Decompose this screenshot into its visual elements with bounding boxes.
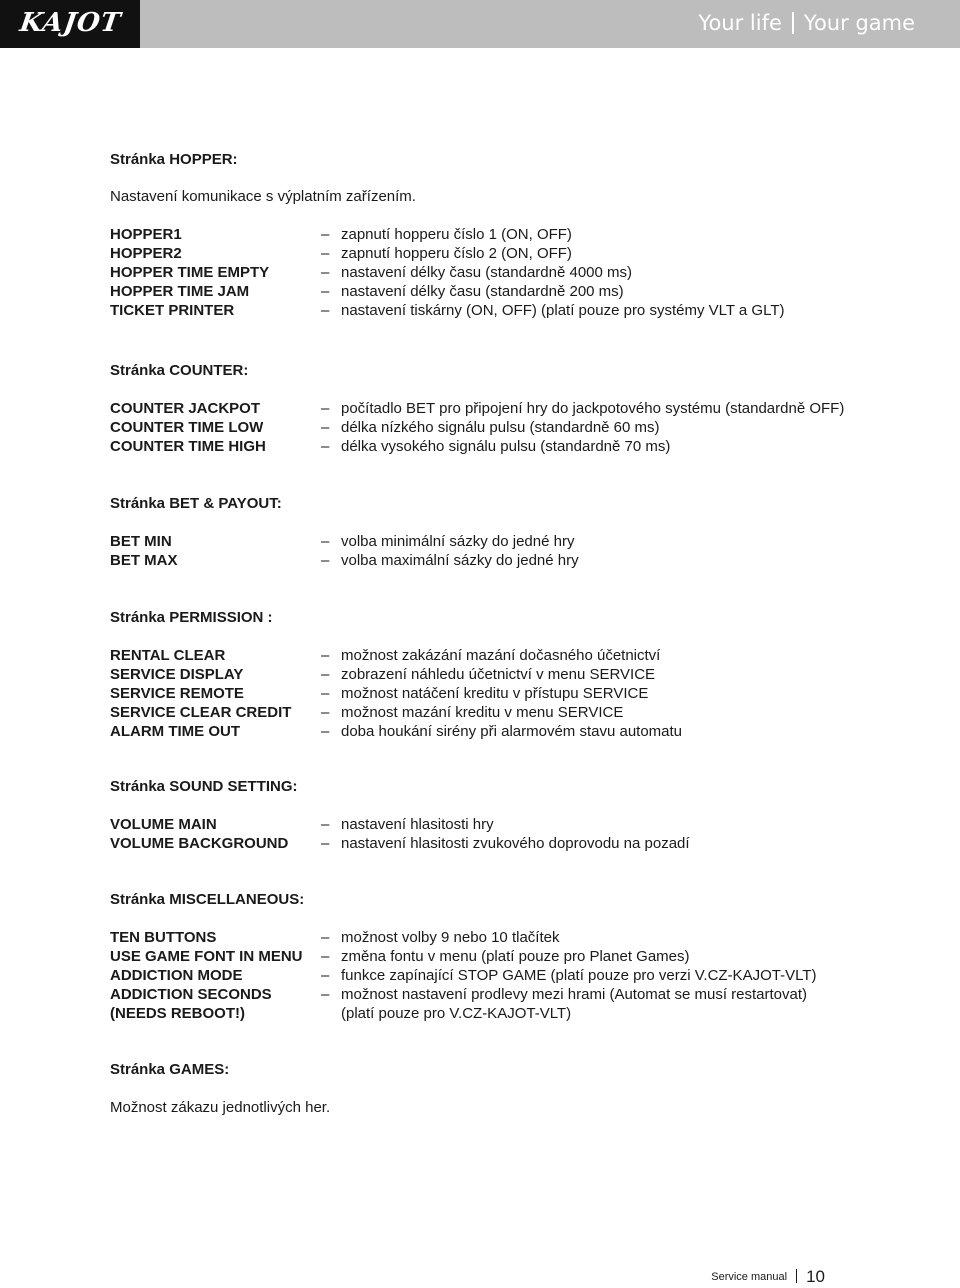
section-heading: Stránka BET & PAYOUT: [110,495,282,512]
setting-key: COUNTER JACKPOT [110,400,261,417]
dash: – [321,647,330,664]
brand-logo [0,0,140,48]
setting-description: volba maximální sázky do jedné hry [341,552,579,569]
settings-list [110,225,910,320]
setting-description: zapnutí hopperu číslo 2 (ON, OFF) [341,245,572,262]
setting-row [110,1004,910,1023]
setting-key: SERVICE DISPLAY [110,666,244,683]
dash: – [321,835,330,852]
section-intro: Nastavení komunikace s výplatním zařízením. [110,188,416,205]
setting-row [110,418,910,437]
setting-row [110,646,910,665]
dash: – [321,816,330,833]
setting-key: ADDICTION MODE [110,967,243,984]
setting-key: RENTAL CLEAR [110,647,226,664]
setting-description: (platí pouze pro V.CZ-KAJOT-VLT) [341,1005,572,1022]
setting-description: nastavení tiskárny (ON, OFF) (platí pouze pro systémy VLT a GLT) [341,302,785,319]
settings-list [110,399,910,456]
setting-row [110,703,910,722]
page-footer [711,1267,825,1287]
setting-key: VOLUME MAIN [110,816,217,833]
setting-row [110,225,910,244]
setting-row [110,947,910,966]
section-heading: Stránka HOPPER: [110,151,238,168]
setting-row [110,815,910,834]
tagline [698,11,915,35]
settings-list [110,646,910,741]
setting-description: doba houkání sirény při alarmovém stavu automatu [341,723,683,740]
setting-row [110,532,910,551]
setting-description: funkce zapínající STOP GAME (platí pouze pro verzi V.CZ-KAJOT-VLT) [341,967,817,984]
dash: – [321,533,330,550]
setting-description: počítadlo BET pro připojení hry do jackpotového systému (standardně OFF) [341,400,845,417]
setting-description: možnost mazání kreditu v menu SERVICE [341,704,624,721]
setting-description: možnost nastavení prodlevy mezi hrami (Automat se musí restartovat) [341,986,808,1003]
page-header [0,0,960,48]
section-heading: Stránka MISCELLANEOUS: [110,891,305,908]
dash: – [321,685,330,702]
section-miscellaneous [110,890,910,1023]
tagline-right: Your game [803,11,915,35]
setting-row [110,665,910,684]
setting-key: HOPPER TIME EMPTY [110,264,270,281]
setting-key: HOPPER1 [110,226,182,243]
dash: – [321,419,330,436]
logo-text: KAJOT [17,8,124,38]
setting-description: zapnutí hopperu číslo 1 (ON, OFF) [341,226,572,243]
dash: – [321,552,330,569]
setting-description: nastavení hlasitosti zvukového doprovodu na pozadí [341,835,690,852]
setting-key: VOLUME BACKGROUND [110,835,289,852]
dash: – [321,986,330,1003]
section-intro: Možnost zákazu jednotlivých her. [110,1099,331,1116]
dash: – [321,929,330,946]
section-bet-payout [110,494,910,570]
setting-key: TICKET PRINTER [110,302,235,319]
dash: – [321,967,330,984]
dash: – [321,704,330,721]
setting-row [110,722,910,741]
section-heading: Stránka GAMES: [110,1061,230,1078]
setting-description: změna fontu v menu (platí pouze pro Planet Games) [341,948,690,965]
setting-description: možnost natáčení kreditu v přístupu SERVICE [341,685,649,702]
setting-description: nastavení hlasitosti hry [341,816,494,833]
setting-row [110,966,910,985]
setting-key: SERVICE CLEAR CREDIT [110,704,292,721]
dash: – [321,245,330,262]
section-sound-setting [110,777,910,853]
dash: – [321,400,330,417]
setting-row [110,985,910,1004]
tagline-divider [792,12,794,34]
setting-key: ALARM TIME OUT [110,723,240,740]
setting-key: SERVICE REMOTE [110,685,244,702]
setting-key: BET MAX [110,552,178,569]
setting-key: TEN BUTTONS [110,929,217,946]
dash: – [321,264,330,281]
setting-description: možnost zakázání mazání dočasného účetnictví [341,647,661,664]
setting-row [110,244,910,263]
setting-description: možnost volby 9 nebo 10 tlačítek [341,929,560,946]
setting-key: HOPPER TIME JAM [110,283,250,300]
setting-row [110,399,910,418]
setting-key: HOPPER2 [110,245,182,262]
setting-row [110,263,910,282]
dash: – [321,666,330,683]
footer-divider [796,1269,797,1283]
setting-row [110,551,910,570]
setting-row [110,301,910,320]
setting-key: COUNTER TIME HIGH [110,438,266,455]
dash: – [321,283,330,300]
setting-description: nastavení délky času (standardně 200 ms) [341,283,624,300]
settings-list [110,928,910,1023]
setting-description: zobrazení náhledu účetnictví v menu SERVICE [341,666,656,683]
setting-row [110,282,910,301]
setting-key: COUNTER TIME LOW [110,419,264,436]
setting-key: BET MIN [110,533,172,550]
dash: – [321,723,330,740]
setting-row [110,928,910,947]
setting-description: délka nízkého signálu pulsu (standardně 60 ms) [341,419,660,436]
setting-key: (NEEDS REBOOT!) [110,1005,245,1022]
setting-key: USE GAME FONT IN MENU [110,948,303,965]
section-heading: Stránka COUNTER: [110,362,249,379]
footer-label: Service manual [711,1271,788,1283]
settings-list [110,532,910,570]
page-number: 10 [806,1267,825,1286]
section-counter [110,361,910,456]
section-heading: Stránka SOUND SETTING: [110,778,298,795]
dash: – [321,948,330,965]
section-permission [110,608,910,741]
setting-key: ADDICTION SECONDS [110,986,272,1003]
section-heading: Stránka PERMISSION : [110,609,273,626]
section-games [110,1060,910,1117]
dash: – [321,226,330,243]
tagline-left: Your life [698,11,782,35]
settings-list [110,815,910,853]
dash: – [321,302,330,319]
setting-row [110,834,910,853]
section-hopper [110,150,910,320]
dash: – [321,438,330,455]
setting-row [110,684,910,703]
setting-description: délka vysokého signálu pulsu (standardně 70 ms) [341,438,671,455]
setting-row [110,437,910,456]
setting-description: nastavení délky času (standardně 4000 ms) [341,264,632,281]
setting-description: volba minimální sázky do jedné hry [341,533,575,550]
